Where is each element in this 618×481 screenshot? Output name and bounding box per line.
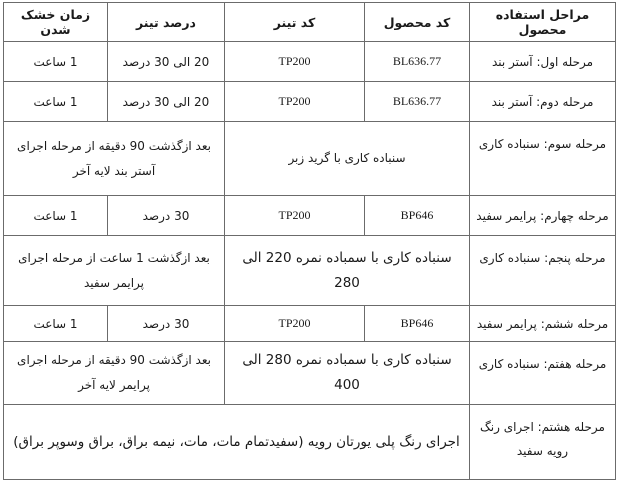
thinner-percent-cell: 20 الی 30 درصد xyxy=(108,82,225,122)
header-product-code: کد محصول xyxy=(365,3,470,42)
drying-time-cell: 1 ساعت xyxy=(4,42,108,82)
header-row xyxy=(4,3,616,42)
stage-cell: مرحله پنجم: سنباده کاری xyxy=(470,236,616,306)
product-code-cell: BP646 xyxy=(365,306,470,342)
stage-cell: مرحله دوم: آستر بند xyxy=(470,82,616,122)
table-row xyxy=(4,196,616,236)
drying-time-cell: 1 ساعت xyxy=(4,196,108,236)
process-cell: سنباده کاری با گرید زبر xyxy=(225,122,470,196)
stage-cell: مرحله چهارم: پرایمر سفید xyxy=(470,196,616,236)
stage-cell: مرحله ششم: پرایمر سفید xyxy=(470,306,616,342)
drying-time-cell: 1 ساعت xyxy=(4,306,108,342)
thinner-code-cell: TP200 xyxy=(225,306,365,342)
thinner-code-cell: TP200 xyxy=(225,196,365,236)
table-row xyxy=(4,405,616,480)
drying-time-cell: 1 ساعت xyxy=(4,82,108,122)
stage-cell: مرحله هشتم: اجرای رنگ رویه سفید xyxy=(470,405,616,480)
paint-process-table xyxy=(3,2,616,480)
header-thinner-percent: درصد تینر xyxy=(108,3,225,42)
table-row xyxy=(4,306,616,342)
header-thinner-code: کد تینر xyxy=(225,3,365,42)
table-row xyxy=(4,122,616,196)
stage-cell: مرحله سوم: سنباده کاری xyxy=(470,122,616,196)
note-cell: بعد ازگذشت 90 دقیقه از مرحله اجرای پرایمر لایه آخر xyxy=(4,342,225,405)
process-cell: سنباده کاری با سمباده نمره 280 الی 400 xyxy=(225,342,470,405)
product-code-cell: BP646 xyxy=(365,196,470,236)
thinner-percent-cell: 20 الی 30 درصد xyxy=(108,42,225,82)
header-stage: مراحل استفاده محصول xyxy=(470,3,616,42)
stage-cell: مرحله اول: آستر بند xyxy=(470,42,616,82)
product-code-cell: BL636.77 xyxy=(365,42,470,82)
process-cell: سنباده کاری با سمباده نمره 220 الی 280 xyxy=(225,236,470,306)
table-row xyxy=(4,342,616,405)
note-cell: بعد ازگذشت 90 دقیقه از مرحله اجرای آستر بند لایه آخر xyxy=(4,122,225,196)
process-cell: اجرای رنگ پلی یورتان رویه (سفیدتمام مات، مات، نیمه براق، براق وسوپر براق) xyxy=(4,405,470,480)
thinner-code-cell: TP200 xyxy=(225,42,365,82)
thinner-code-cell: TP200 xyxy=(225,82,365,122)
product-code-cell: BL636.77 xyxy=(365,82,470,122)
header-drying-time: زمان خشک شدن xyxy=(4,3,108,42)
table-row xyxy=(4,236,616,306)
table-row xyxy=(4,82,616,122)
thinner-percent-cell: 30 درصد xyxy=(108,196,225,236)
table-row xyxy=(4,42,616,82)
thinner-percent-cell: 30 درصد xyxy=(108,306,225,342)
note-cell: بعد ازگذشت 1 ساعت از مرحله اجرای پرایمر سفید xyxy=(4,236,225,306)
stage-cell: مرحله هفتم: سنباده کاری xyxy=(470,342,616,405)
